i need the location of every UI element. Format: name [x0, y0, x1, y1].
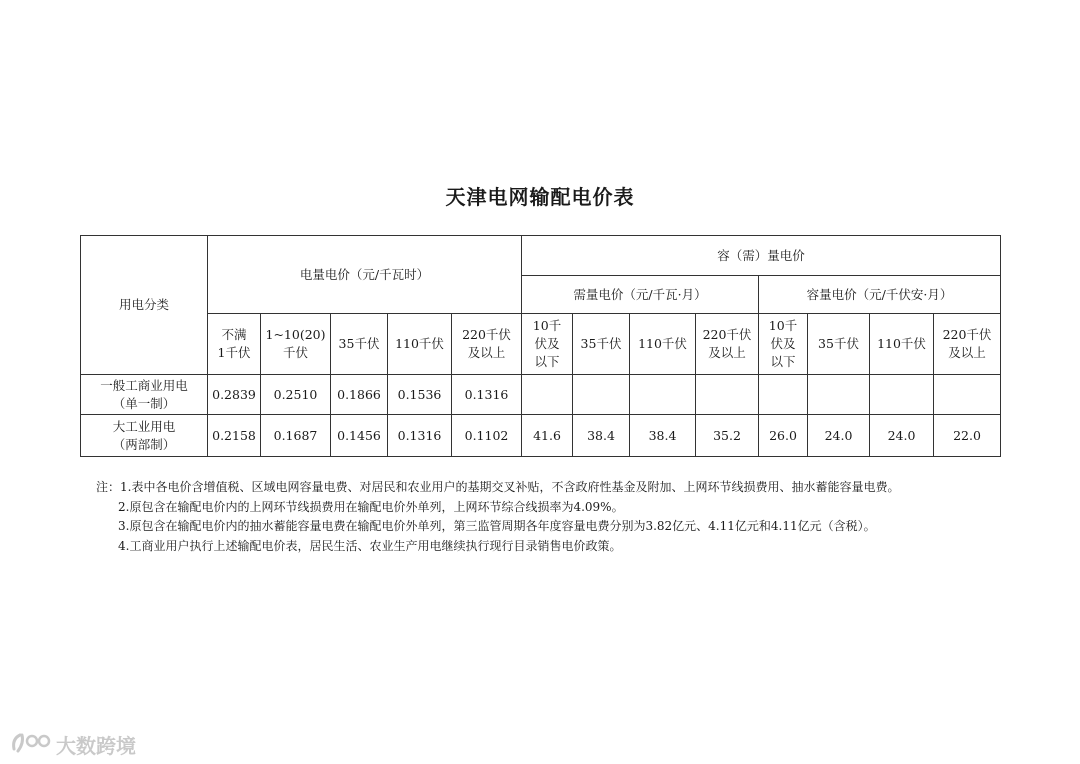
demand-price-cell: 41.6	[522, 415, 573, 457]
demand-price-cell	[630, 375, 696, 415]
capacity-level-header: 220千伏 及以上	[934, 314, 1001, 375]
energy-price-cell: 0.2158	[208, 415, 261, 457]
capacity-price-cell	[808, 375, 870, 415]
capacity-level-header: 110千伏	[870, 314, 934, 375]
demand-level-header: 10千 伏及 以下	[522, 314, 573, 375]
energy-price-cell: 0.1316	[388, 415, 452, 457]
energy-price-cell: 0.1456	[331, 415, 388, 457]
demand-price-cell	[696, 375, 759, 415]
energy-price-cell: 0.2510	[261, 375, 331, 415]
capacity-price-cell	[870, 375, 934, 415]
energy-price-cell: 0.1316	[452, 375, 522, 415]
page-title: 天津电网输配电价表	[445, 185, 635, 209]
energy-level-header: 110千伏	[388, 314, 452, 375]
note-2: 2.原包含在输配电价内的上网环节线损费用在输配电价外单列，上网环节综合线损率为4.09%。	[118, 499, 624, 514]
demand-price-cell: 38.4	[573, 415, 630, 457]
capacity-demand-header: 容（需）量电价	[522, 236, 1001, 276]
energy-price-cell: 0.2839	[208, 375, 261, 415]
energy-price-cell: 0.1536	[388, 375, 452, 415]
demand-level-header: 35千伏	[573, 314, 630, 375]
capacity-level-header: 10千 伏及 以下	[759, 314, 808, 375]
energy-price-cell: 0.1866	[331, 375, 388, 415]
capacity-price-cell: 24.0	[808, 415, 870, 457]
note-4: 4.工商业用户执行上述输配电价表，居民生活、农业生产用电继续执行现行目录销售电价政策。	[118, 538, 622, 553]
energy-level-header: 220千伏 及以上	[452, 314, 522, 375]
notes	[96, 478, 1016, 556]
energy-price-cell: 0.1687	[261, 415, 331, 457]
note-3: 3.原包含在输配电价内的抽水蓄能容量电费在输配电价外单列，第三监管周期各年度容量电费分别为3.82亿元、4.11亿元和4.11亿元（含税）。	[118, 519, 876, 533]
table-row	[81, 415, 1001, 457]
demand-price-cell	[573, 375, 630, 415]
energy-level-header: 1~10(20) 千伏	[261, 314, 331, 375]
capacity-price-cell: 22.0	[934, 415, 1001, 457]
energy-price-cell: 0.1102	[452, 415, 522, 457]
demand-level-header: 220千伏 及以上	[696, 314, 759, 375]
demand-price-header: 需量电价（元/千瓦·月）	[522, 276, 759, 314]
category-header: 用电分类	[81, 236, 208, 375]
capacity-price-cell: 24.0	[870, 415, 934, 457]
capacity-level-header: 35千伏	[808, 314, 870, 375]
energy-level-header: 不满 1千伏	[208, 314, 261, 375]
watermark-text: 大数跨境	[56, 733, 136, 758]
watermark	[10, 731, 136, 757]
row-category: 大工业用电 （两部制）	[81, 415, 208, 457]
demand-level-header: 110千伏	[630, 314, 696, 375]
logo-icon	[10, 729, 56, 760]
demand-price-cell	[522, 375, 573, 415]
row-category: 一般工商业用电 （单一制）	[81, 375, 208, 415]
capacity-price-cell	[934, 375, 1001, 415]
note-1: 注：1.表中各电价含增值税、区域电网容量电费、对居民和农业用户的基期交叉补贴，不含政府性基金及附加、上网环节线损费用、抽水蓄能容量电费。	[96, 480, 900, 494]
capacity-price-cell: 26.0	[759, 415, 808, 457]
capacity-price-header: 容量电价（元/千伏安·月）	[759, 276, 1001, 314]
table-row	[81, 375, 1001, 415]
demand-price-cell: 38.4	[630, 415, 696, 457]
energy-price-header: 电量电价（元/千瓦时）	[208, 236, 522, 314]
energy-level-header: 35千伏	[331, 314, 388, 375]
tariff-table	[80, 235, 1001, 457]
capacity-price-cell	[759, 375, 808, 415]
demand-price-cell: 35.2	[696, 415, 759, 457]
